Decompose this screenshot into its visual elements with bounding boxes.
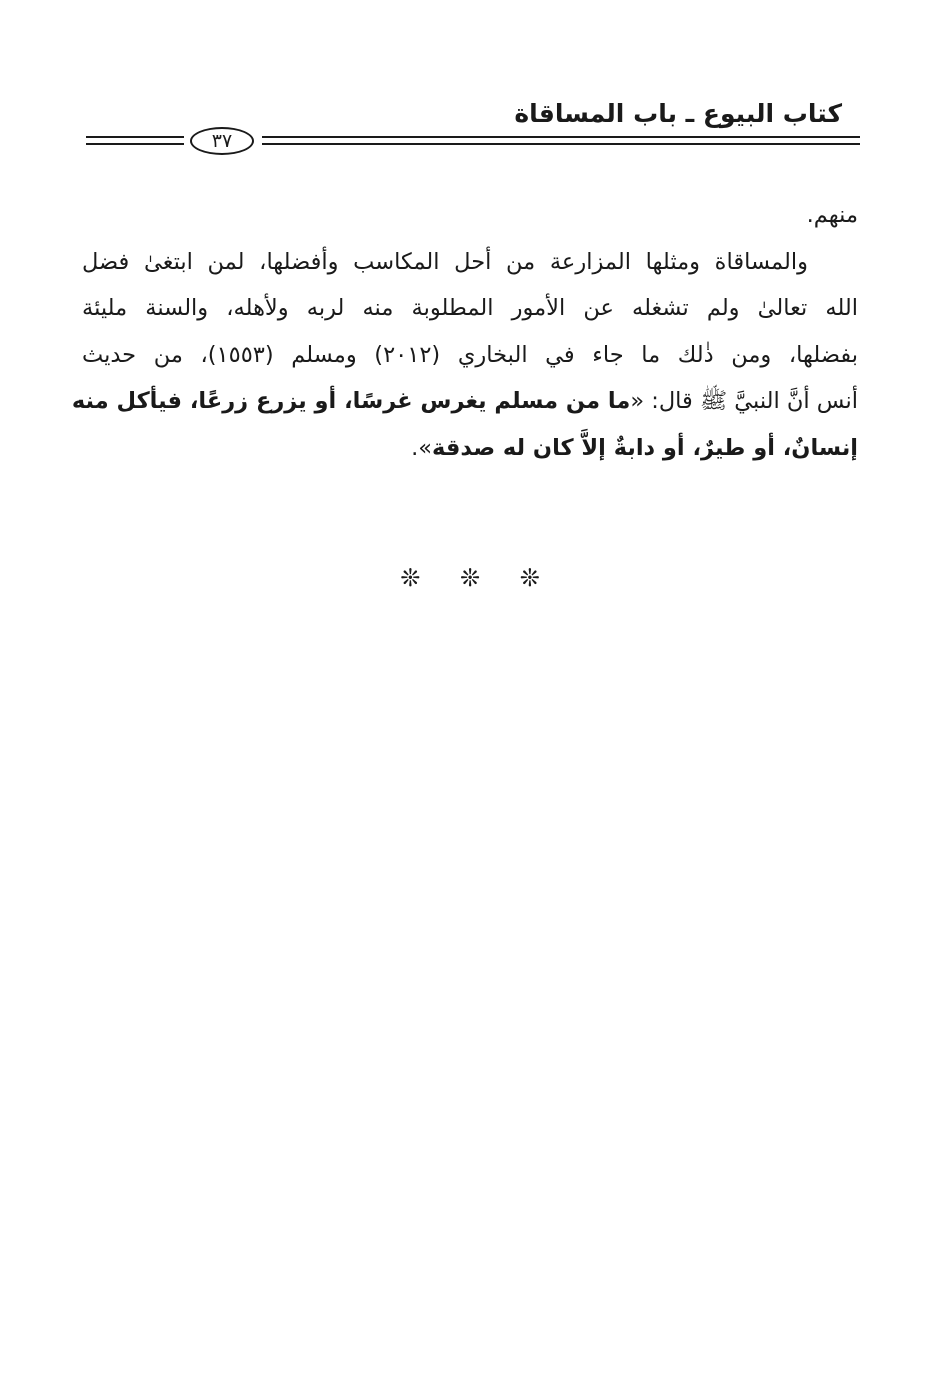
- text-line: [82, 425, 858, 472]
- page-header: [86, 96, 860, 162]
- hadith-text: إنسانٌ، أو طيرٌ، أو دابةٌ إلاَّ كان له صدقة: [431, 434, 858, 461]
- hadith-intro: أنس أنَّ النبيَّ ﷺ قال: «: [630, 388, 858, 414]
- text-line: بفضلها، ومن ذٰلك ما جاء في البخاري (٢٠١٢) ومسلم (١٥٥٣)، من حديث: [82, 341, 858, 368]
- asterism-icon: ❊: [400, 564, 421, 592]
- hadith-text: ما من مسلم يغرس غرسًا، أو يزرع زرعًا، فيأكل منه: [71, 388, 631, 414]
- text-line: [71, 378, 858, 425]
- body-text: [71, 192, 858, 471]
- asterism-icon: ❊: [519, 564, 540, 592]
- header-rule-right-top: [262, 136, 860, 138]
- header-rule-left-top: [86, 136, 184, 138]
- section-separator: [0, 560, 940, 596]
- text-line: والمساقاة ومثلها المزارعة من أحل المكاسب وأفضلها، لمن ابتغىٰ فضل: [82, 248, 808, 275]
- running-title: كتاب البيوع ـ باب المساقاة: [514, 99, 842, 128]
- text-line: الله تعالىٰ ولم تشغله عن الأمور المطلوبة منه لربه ولأهله، والسنة مليئة: [82, 295, 858, 321]
- asterism-icon: ❊: [459, 564, 481, 592]
- header-rule-right-bottom: [262, 143, 860, 145]
- header-rule-left-bottom: [86, 143, 184, 145]
- page-number: ٣٧: [190, 127, 254, 155]
- text-line: منهم.: [806, 202, 858, 228]
- hadith-close: ».: [411, 434, 432, 461]
